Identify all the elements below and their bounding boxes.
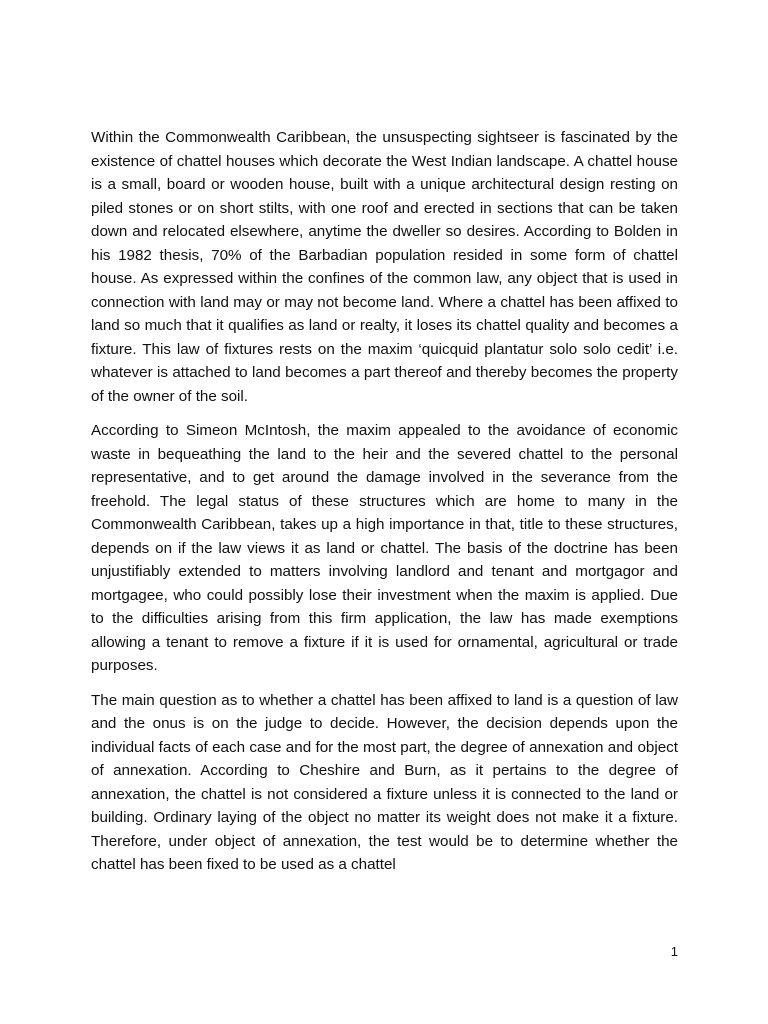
page-number: 1 <box>670 944 678 959</box>
paragraph-maxim-waste: According to Simeon McIntosh, the maxim appealed to the avoidance of economic waste in bequeathing the land to the heir and the severed chattel to the personal representative, and to get around the damage involved in the severance from the freehold. The legal status of these structures which are home to many in the Commonwealth Caribbean, takes up a high importance in that, title to these structures, depends on if the law views it as land or chattel. The basis of the doctrine has been unjustifiably extended to matters involving landlord and tenant and mortgagor and mortgagee, who could possibly lose their investment when the maxim is applied. Due to the difficulties arising from this firm application, the law has made exemptions allowing a tenant to remove a fixture if it is used for ornamental, agricultural or trade purposes. <box>91 422 678 674</box>
paragraph-chattel-houses: Within the Commonwealth Caribbean, the unsuspecting sightseer is fascinated by the existence of chattel houses which decorate the West Indian landscape. A chattel house is a small, board or wooden house, built with a unique architectural design resting on piled stones or on short stilts, with one roof and erected in sections that can be taken down and relocated elsewhere, anytime the dweller so desires. According to Bolden in his 1982 thesis, 70% of the Barbadian population resided in some form of chattel house. As expressed within the confines of the common law, any object that is used in connection with land may or may not become land. Where a chattel has been affixed to land so much that it qualifies as land or realty, it loses its chattel quality and becomes a fixture. This law of fixtures rests on the maxim ‘quicquid plantatur solo solo cedit’ i.e. whatever is attached to land becomes a part thereof and thereby becomes the property of the owner of the soil. <box>91 129 678 405</box>
paragraph-annexation-test: The main question as to whether a chattel has been affixed to land is a question of law and the onus is on the judge to decide. However, the decision depends upon the individual facts of each case and for the most part, the degree of annexation and object of annexation. According to Cheshire and Burn, as it pertains to the degree of annexation, the chattel is not considered a fixture unless it is connected to the land or building. Ordinary laying of the object no matter its weight does not make it a fixture. Therefore, under object of annexation, the test would be to determine whether the chattel has been fixed to be used as a chattel <box>91 691 678 873</box>
document-body <box>91 126 678 877</box>
